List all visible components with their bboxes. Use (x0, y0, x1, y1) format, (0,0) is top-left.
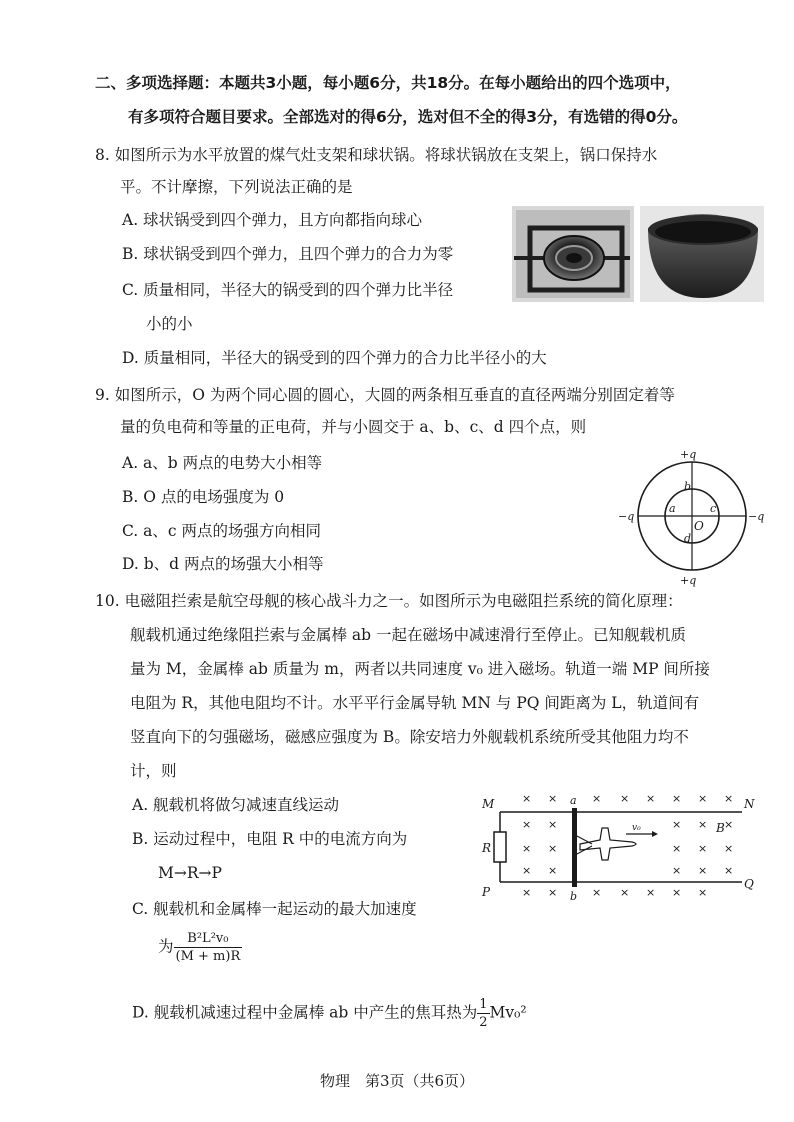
q10-stem-line3: 量为 M，金属棒 ab 质量为 m，两者以共同速度 v₀ 进入磁场。轨道一端 MP 间所接 (130, 660, 710, 678)
q10-stem-line1: 10. 电磁阻拦索是航空母舰的核心战斗力之一。如图所示为电磁阻拦系统的简化原理： (95, 592, 683, 610)
field-cross: × (698, 864, 708, 877)
q9-option-b: B. O 点的电场强度为 0 (122, 488, 285, 506)
field-cross: × (522, 864, 532, 877)
q8-option-d: D. 质量相同，半径大的锅受到的四个弹力的合力比半径小的大 (122, 349, 547, 367)
field-cross: × (698, 818, 708, 831)
metal-rod-ab (572, 808, 577, 887)
label-point-a: a (669, 502, 676, 515)
q9-option-c: C. a、c 两点的场强方向相同 (122, 522, 322, 540)
label-point-b: b (684, 480, 692, 493)
field-cross: × (672, 792, 682, 805)
q10-option-d-denominator: 2 (479, 1015, 488, 1030)
field-cross: × (548, 792, 558, 805)
q10-option-d-numerator: 1 (479, 997, 488, 1012)
q9-stem-line1: 9. 如图所示，O 为两个同心圆的圆心，大圆的两条相互垂直的直径两端分别固定着等 (95, 386, 675, 404)
field-cross: × (548, 886, 558, 899)
stove-photo (512, 206, 634, 302)
label-top-charge: +q (680, 448, 697, 461)
label-center-o: O (694, 519, 704, 533)
field-cross: × (646, 886, 656, 899)
field-cross: × (672, 818, 682, 831)
field-cross: × (620, 792, 630, 805)
field-cross: × (522, 818, 532, 831)
label-p: P (482, 885, 491, 899)
field-cross: × (646, 792, 656, 805)
q9-option-d: D. b、d 两点的场强大小相等 (122, 555, 324, 573)
q10-stem-line4: 电阻为 R，其他电阻均不计。水平平行金属导轨 MN 与 PQ 间距离为 L，轨道间有 (130, 694, 700, 712)
field-cross: × (724, 864, 734, 877)
field-cross: × (592, 886, 602, 899)
velocity-arrow (626, 831, 658, 837)
label-a: a (570, 794, 577, 807)
field-cross: × (672, 864, 682, 877)
q10-option-d (132, 996, 527, 1031)
label-field-b: B (716, 821, 725, 835)
q10-option-b-line2: M→R→P (158, 864, 222, 882)
field-cross: × (724, 818, 734, 831)
q9-option-a: A. a、b 两点的电势大小相等 (122, 454, 323, 472)
label-right-charge: −q (748, 510, 765, 523)
q10-option-c-numerator: B²L²v₀ (174, 930, 243, 948)
field-cross: × (548, 818, 558, 831)
field-cross: × (672, 886, 682, 899)
q10-option-c-prefix: 为 (158, 937, 174, 956)
q10-option-b-line1: B. 运动过程中，电阻 R 中的电流方向为 (132, 830, 408, 848)
q10-option-c-formula (158, 930, 242, 965)
field-cross: × (548, 842, 558, 855)
q10-option-a: A. 舰载机将做匀减速直线运动 (132, 796, 340, 814)
field-cross: × (698, 792, 708, 805)
pot-photo (640, 206, 764, 302)
q10-stem-line2: 舰载机通过绝缘阻拦索与金属棒 ab 一起在磁场中减速滑行至停止。已知舰载机质 (130, 626, 687, 644)
field-cross: × (698, 886, 708, 899)
field-cross: × (592, 792, 602, 805)
field-cross: × (548, 864, 558, 877)
field-cross: × (522, 842, 532, 855)
field-cross: × (672, 842, 682, 855)
field-cross: × (724, 842, 734, 855)
label-bottom-charge: +q (680, 574, 697, 587)
q8-stove-and-pot-photo (512, 206, 764, 302)
label-q: Q (744, 877, 754, 891)
q8-option-c-line1: C. 质量相同，半径大的锅受到的四个弹力比半径 (122, 281, 454, 299)
q10-stem-line5: 竖直向下的匀强磁场，磁感应强度为 B。除安培力外舰载机系统所受其他阻力均不 (130, 728, 689, 746)
label-left-charge: −q (618, 510, 635, 523)
q10-option-c-denominator: (M + m)R (175, 949, 241, 964)
q10-option-d-fraction (477, 996, 489, 1031)
q10-option-c-fraction (174, 930, 243, 965)
label-r: R (482, 841, 492, 855)
q8-option-a: A. 球状锅受到四个弹力，且方向都指向球心 (122, 211, 423, 229)
label-n: N (744, 797, 755, 811)
label-point-d: d (684, 532, 692, 545)
q8-option-c-line2: 小的小 (146, 315, 193, 333)
q10-option-d-suffix: Mv₀² (489, 1003, 527, 1022)
q8-stem-line1: 8. 如图所示为水平放置的煤气灶支架和球状锅。将球状锅放在支架上，锅口保持水 (95, 146, 658, 164)
label-b: b (570, 890, 578, 903)
field-cross: × (522, 886, 532, 899)
q8-stem-line2: 平。不计摩擦，下列说法正确的是 (120, 178, 353, 196)
page-footer: 物理 第3页（共6页） (319, 1072, 475, 1090)
resistor-r (494, 832, 506, 862)
field-cross: × (620, 886, 630, 899)
aircraft-icon (577, 828, 636, 860)
q9-stem-line2: 量的负电荷和等量的正电荷，并与小圆交于 a、b、c、d 四个点，则 (120, 418, 587, 436)
q8-option-b: B. 球状锅受到四个弹力，且四个弹力的合力为零 (122, 245, 454, 263)
label-point-c: c (710, 502, 717, 515)
q10-rail-magnetic-field-figure (480, 788, 760, 906)
section-heading-line1: 二、多项选择题：本题共3小题，每小题6分，共18分。在每小题给出的四个选项中， (95, 74, 681, 92)
label-m: M (482, 797, 495, 811)
label-v0: v₀ (632, 823, 641, 833)
field-cross: × (698, 842, 708, 855)
q9-concentric-circles-figure (618, 446, 766, 588)
field-cross: × (724, 792, 734, 805)
section-heading-line2: 有多项符合题目要求。全部选对的得6分，选对但不全的得3分，有选错的得0分。 (128, 108, 688, 126)
q10-stem-line6: 计，则 (130, 762, 177, 780)
field-cross: × (522, 792, 532, 805)
q10-option-c-line1: C. 舰载机和金属棒一起运动的最大加速度 (132, 900, 417, 918)
q10-option-d-prefix: D. 舰载机减速过程中金属棒 ab 中产生的焦耳热为 (132, 1003, 478, 1022)
